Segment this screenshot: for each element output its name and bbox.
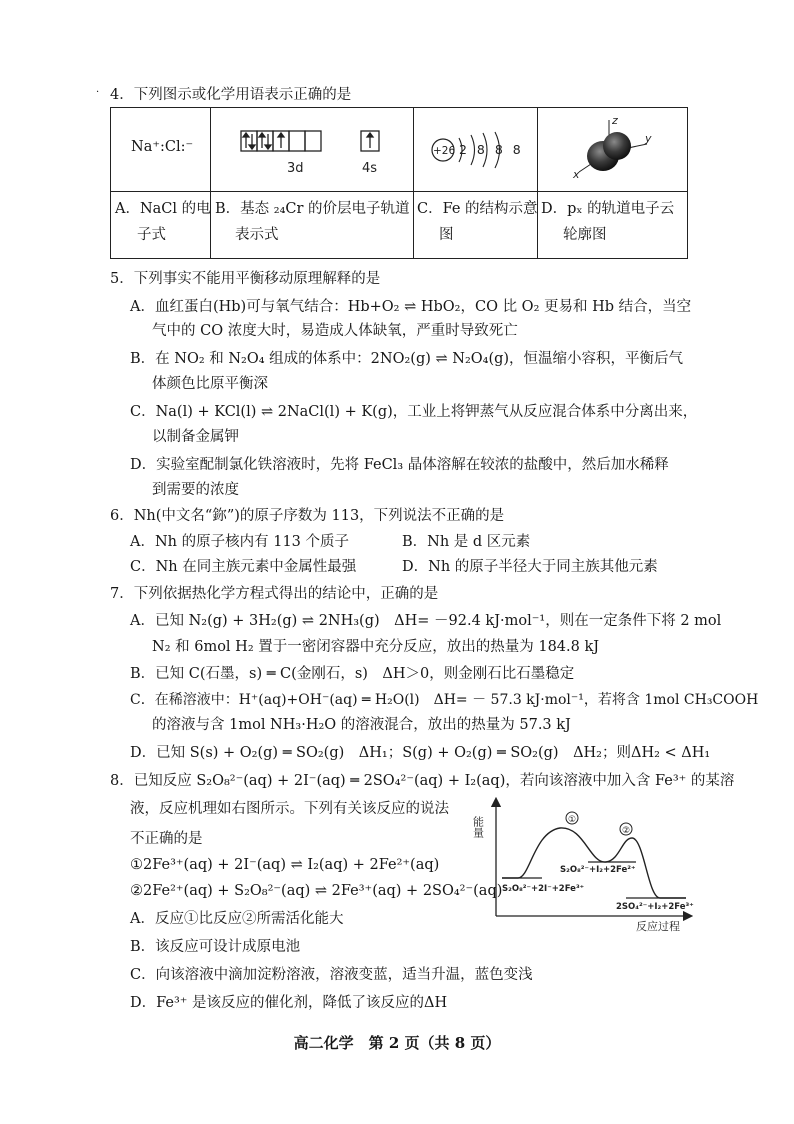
- q5-option-c-line2: 以制备金属钾: [152, 429, 239, 445]
- q8-reaction-2: ②2Fe²⁺(aq) + S₂O₈²⁻(aq) ⇌ 2Fe³⁺(aq) + 2SO₄²⁻(aq): [130, 883, 503, 899]
- q5-option-b-line1: B．在 NO₂ 和 N₂O₄ 组成的体系中：2NO₂(g) ⇌ N₂O₄(g)，恒温缩小容积，平衡后气: [130, 351, 684, 367]
- label-4s: 4s: [362, 161, 378, 176]
- q8-stem-line1: 8．已知反应 S₂O₈²⁻(aq) + 2I⁻(aq) ═ 2SO₄²⁻(aq) + I₂(aq)，若向该溶液中加入含 Fe³⁺ 的某溶: [110, 773, 735, 789]
- q6-option-c: C．Nh 在同主族元素中金属性最强: [130, 559, 357, 575]
- q7-stem: 7．下列依据热化学方程式得出的结论中，正确的是: [110, 586, 439, 602]
- axis-x: x: [573, 168, 580, 181]
- peak-2-label: ②: [622, 826, 631, 836]
- q5-option-c-line1: C．Na(l) + KCl(l) ⇌ 2NaCl(l) + K(g)，工业上将钾蒸气从反应混合体系中分离出来，: [130, 404, 698, 420]
- label-3d: 3d: [287, 161, 304, 176]
- q4-options-table: [110, 107, 688, 259]
- x-axis-label: 反应过程: [636, 920, 680, 933]
- q5-option-b-line2: 体颜色比原平衡深: [152, 376, 268, 392]
- q8-stem-line3: 不正确的是: [130, 831, 203, 847]
- q7-option-a-line1: A．已知 N₂(g) + 3H₂(g) ⇌ 2NH₃(g) ΔH= －92.4 kJ·mol⁻¹，则在一定条件下将 2 mol: [130, 613, 722, 629]
- state-start-label: S₂O₈²⁻+2I⁻+2Fe³⁺: [502, 884, 585, 894]
- option-d-line2: 轮廓图: [563, 227, 607, 243]
- option-a-line2: 子式: [137, 227, 166, 243]
- option-d-line1: D．pₓ 的轨道电子云: [541, 201, 675, 217]
- q7-option-c-line2: 的溶液与含 1mol NH₃·H₂O 的溶液混合，放出的热量为 57.3 kJ: [152, 717, 571, 733]
- q5-option-d-line1: D．实验室配制氯化铁溶液时，先将 FeCl₃ 晶体溶解在较浓的盐酸中，然后加水稀释: [130, 457, 669, 473]
- q6-option-d: D．Nh 的原子半径大于同主族其他元素: [402, 559, 658, 575]
- fig-a-nacl-electron-formula: Na⁺:Cl:⁻: [131, 139, 194, 155]
- corner-mark: ·: [96, 87, 100, 98]
- q6-stem: 6．Nh(中文名“鉨”)的原子序数为 113，下列说法不正确的是: [110, 508, 505, 524]
- fig-d-px-orbital: [551, 112, 661, 186]
- page-footer: 高二化学 第 2 页（共 8 页）: [293, 1034, 501, 1052]
- option-b-line1: B．基态 ₂₄Cr 的价层电子轨道: [215, 201, 410, 217]
- axis-y: y: [645, 132, 652, 145]
- shell-electrons: 2 8 8 8: [459, 142, 524, 157]
- option-a-line1: A．NaCl 的电: [115, 201, 211, 217]
- q7-option-a-line2: N₂ 和 6mol H₂ 置于一密闭容器中充分反应，放出的热量为 184.8 kJ: [152, 639, 600, 655]
- peak-1-label: ①: [568, 815, 577, 825]
- q5-option-a-line2: 气中的 CO 浓度大时，易造成人体缺氧，严重时导致死亡: [152, 323, 518, 339]
- q6-option-a: A．Nh 的原子核内有 113 个质子: [130, 534, 350, 550]
- q7-option-d: D．已知 S(s) + O₂(g) ═ SO₂(g) ΔH₁；S(g) + O₂(g) ═ SO₂(g) ΔH₂；则ΔH₂ < ΔH₁: [130, 745, 711, 761]
- fig-b-orbital-diagram: [239, 128, 399, 180]
- state-mid-label: S₂O₈²⁻+I₂+2Fe²⁺: [560, 865, 636, 875]
- q8-stem-line2: 液，反应机理如右图所示。下列有关该反应的说法: [130, 801, 449, 817]
- option-c-line2: 图: [439, 227, 454, 243]
- q7-option-c-line1: C．在稀溶液中：H⁺(aq)+OH⁻(aq) ═ H₂O(l) ΔH= － 57.3 kJ·mol⁻¹，若将含 1mol CH₃COOH: [130, 692, 759, 708]
- q8-reaction-1: ①2Fe³⁺(aq) + 2I⁻(aq) ⇌ I₂(aq) + 2Fe²⁺(aq): [130, 857, 440, 873]
- state-end-label: 2SO₄²⁻+I₂+2Fe³⁺: [616, 902, 694, 912]
- q7-option-b: B．已知 C(石墨，s) ═ C(金刚石，s) ΔH＞0，则金刚石比石墨稳定: [130, 666, 575, 682]
- q8-option-c: C．向该溶液中滴加淀粉溶液，溶液变蓝，适当升温，蓝色变浅: [130, 967, 533, 983]
- q5-stem: 5．下列事实不能用平衡移动原理解释的是: [110, 271, 381, 287]
- nucleus-charge: +26: [433, 145, 456, 157]
- q8-option-a: A．反应①比反应②所需活化能大: [130, 911, 344, 927]
- q4-stem: 4．下列图示或化学用语表示正确的是: [110, 87, 352, 103]
- q8-option-b: B．该反应可设计成原电池: [130, 939, 301, 955]
- q6-option-b: B．Nh 是 d 区元素: [402, 534, 531, 550]
- fig-c-fe-structure: [429, 130, 529, 174]
- option-b-line2: 表示式: [235, 227, 279, 243]
- q8-option-d: D．Fe³⁺ 是该反应的催化剂，降低了该反应的ΔH: [130, 995, 448, 1011]
- q8-energy-diagram: [471, 796, 696, 934]
- q5-option-d-line2: 到需要的浓度: [152, 482, 239, 498]
- axis-z: z: [612, 114, 618, 127]
- q5-option-a-line1: A．血红蛋白(Hb)可与氧气结合：Hb+O₂ ⇌ HbO₂，CO 比 O₂ 更易和 Hb 结合，当空: [130, 299, 692, 315]
- option-c-line1: C．Fe 的结构示意: [417, 201, 538, 217]
- y-axis-label: 能量: [471, 816, 485, 838]
